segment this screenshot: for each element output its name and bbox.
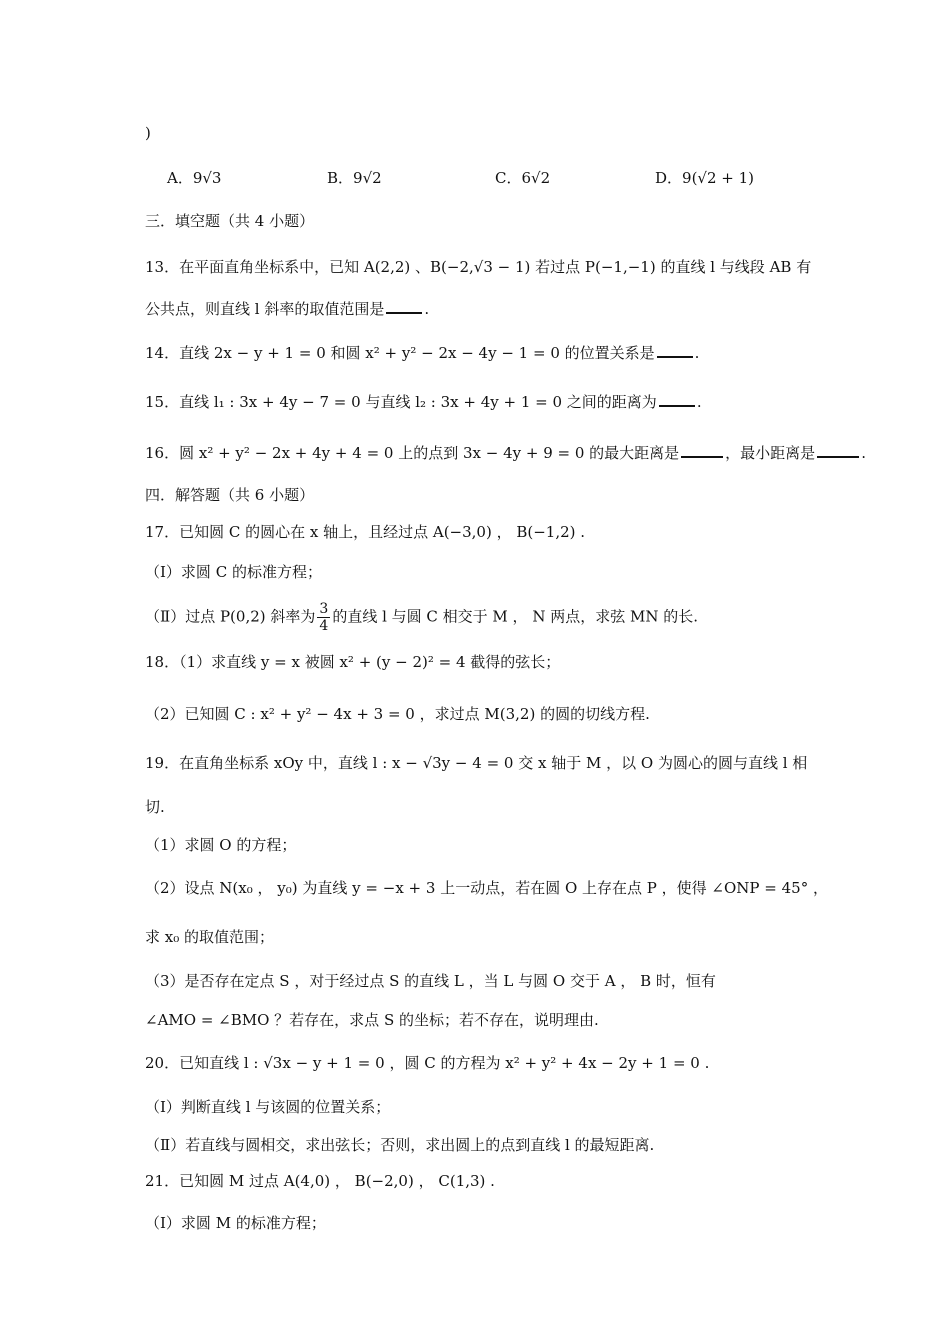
answer-blank-max [681, 442, 723, 458]
question-15 [145, 391, 702, 413]
question-17-part-2-text-b: 的直线 l 与圆 C 相交于 M ， N 两点，求弦 MN 的长. [332, 607, 699, 626]
option-d: D．9(√2 + 1) [655, 169, 755, 187]
answer-blank-min [817, 442, 859, 458]
question-20-part-1: （Ⅰ）判断直线 l 与该圆的位置关系； [145, 1098, 391, 1116]
question-21-part-1: （Ⅰ）求圆 M 的标准方程； [145, 1214, 326, 1232]
question-15-text: 15．直线 l₁ : 3x + 4y − 7 = 0 与直线 l₂ : 3x + 4y + 1 = 0 之间的距离为 [145, 393, 657, 411]
question-16 [145, 442, 866, 464]
question-20: 20．已知直线 l : √3x − y + 1 = 0 ，圆 C 的方程为 x² + y² + 4x − 2y + 1 = 0 . [145, 1054, 710, 1072]
question-20-part-2: （Ⅱ）若直线与圆相交，求出弦长；否则，求出圆上的点到直线 l 的最短距离. [145, 1136, 655, 1154]
option-c: C．6√2 [495, 169, 551, 187]
answer-blank [386, 298, 422, 314]
question-17: 17．已知圆 C 的圆心在 x 轴上，且经过点 A(−3,0) ， B(−1,2) . [145, 523, 586, 541]
question-18-part-1: 18．（1）求直线 y = x 被圆 x² + (y − 2)² = 4 截得的弦长； [145, 653, 561, 671]
period: . [694, 344, 700, 362]
question-19-part-2-line-2: 求 x₀ 的取值范围； [145, 928, 275, 946]
option-a: A．9√3 [167, 169, 222, 187]
question-14-text: 14．直线 2x − y + 1 = 0 和圆 x² + y² − 2x − 4y − 1 = 0 的位置关系是 [145, 344, 655, 362]
question-17-part-1: （Ⅰ）求圆 C 的标准方程； [145, 563, 322, 581]
fraction-numerator: 3 [319, 601, 329, 617]
question-13-line-2 [145, 298, 429, 320]
question-16-text-a: 16．圆 x² + y² − 2x + 4y + 4 = 0 上的点到 3x − 4y + 9 = 0 的最大距离是 [145, 444, 680, 462]
answer-blank [657, 342, 693, 358]
question-19-part-2-line-1: （2）设点 N(x₀ ， y₀) 为直线 y = −x + 3 上一动点，若在圆 O 上存在点 P ，使得 ∠ONP = 45° ， [145, 879, 828, 897]
question-19-part-3-line-2: ∠AMO = ∠BMO ？若存在，求点 S 的坐标；若不存在，说明理由. [145, 1011, 599, 1029]
question-18-part-2: （2）已知圆 C : x² + y² − 4x + 3 = 0 ，求过点 M(3,2) 的圆的切线方程. [145, 705, 650, 723]
period: . [424, 300, 430, 318]
option-b: B．9√2 [327, 169, 382, 187]
question-19-part-1: （1）求圆 O 的方程； [145, 836, 297, 854]
period: . [861, 444, 866, 462]
question-19-line-1: 19．在直角坐标系 xOy 中，直线 l : x − √3y − 4 = 0 交 x 轴于 M ，以 O 为圆心的圆与直线 l 相 [145, 754, 808, 772]
question-13-line-1: 13．在平面直角坐标系中，已知 A(2,2) 、B(−2,√3 − 1) 若过点 P(−1,−1) 的直线 l 与线段 AB 有 [145, 258, 812, 276]
paren-line: ) [145, 124, 151, 142]
question-19-part-3-line-1: （3）是否存在定点 S ，对于经过点 S 的直线 L ，当 L 与圆 O 交于 A ， B 时，恒有 [145, 972, 716, 990]
question-17-part-2 [145, 601, 698, 634]
period: . [696, 393, 702, 411]
fraction-three-quarters [317, 601, 330, 634]
question-16-text-b: ，最小距离是 [725, 444, 816, 462]
answer-blank [659, 391, 695, 407]
question-13-text: 公共点，则直线 l 斜率的取值范围是 [145, 300, 385, 318]
question-17-part-2-text-a: （Ⅱ）过点 P(0,2) 斜率为 [145, 607, 316, 626]
section-fill-in-heading: 三．填空题（共 4 小题） [145, 212, 315, 230]
section-answer-heading: 四．解答题（共 6 小题） [145, 486, 315, 504]
question-14 [145, 342, 699, 364]
fraction-denominator: 4 [319, 618, 329, 634]
question-19-line-2: 切. [145, 798, 165, 816]
question-21: 21．已知圆 M 过点 A(4,0) ， B(−2,0) ， C(1,3) . [145, 1172, 495, 1190]
